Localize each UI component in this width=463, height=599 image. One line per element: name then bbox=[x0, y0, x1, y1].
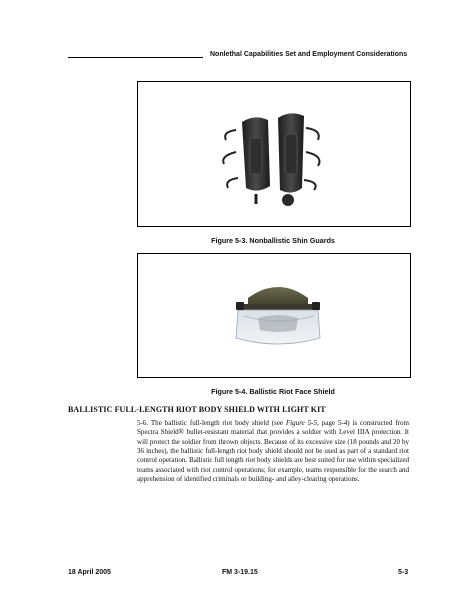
shin-guards-photo bbox=[138, 82, 410, 226]
body-paragraph bbox=[137, 419, 409, 484]
footer-date: 18 April 2005 bbox=[68, 569, 111, 576]
figure-caption: Figure 5-4. Ballistic Riot Face Shield bbox=[211, 387, 335, 396]
paragraph-number: 5-6. bbox=[137, 419, 149, 427]
paragraph-text: , page 5-4) is constructed from Spectra Shield® bullet-resistant material that provides a soldier with Level IIIA protection. It will protect the soldier from thrown objects. Because of its excessive size (18 pounds and 20 by 36 inches), the ballistic full-length riot body shield should not be used as part of a standard riot control operation. Ballistic full length riot body shields are best suited for use within specialized teams associated with riot control operations; for example, teams responsible for the search and apprehension of identified criminals or building- and alley-clearing operations. bbox=[137, 419, 409, 484]
footer-page-number: 5-3 bbox=[398, 569, 409, 576]
header-rule bbox=[68, 57, 203, 58]
riot-face-shield-photo bbox=[138, 254, 410, 377]
section-heading: BALLISTIC FULL-LENGTH RIOT BODY SHIELD WITH LIGHT KIT bbox=[68, 405, 326, 414]
running-header: Nonlethal Capabilities Set and Employment Considerations bbox=[210, 51, 408, 58]
footer-manual: FM 3-19.15 bbox=[222, 569, 258, 576]
figure-caption: Figure 5-3. Nonballistic Shin Guards bbox=[211, 236, 335, 245]
figure-shin-guards bbox=[137, 81, 411, 227]
figure-reference: Figure 5-5 bbox=[285, 419, 318, 427]
figure-face-shield bbox=[137, 253, 411, 378]
paragraph-text: The ballistic full-length riot body shield (see bbox=[148, 419, 286, 427]
